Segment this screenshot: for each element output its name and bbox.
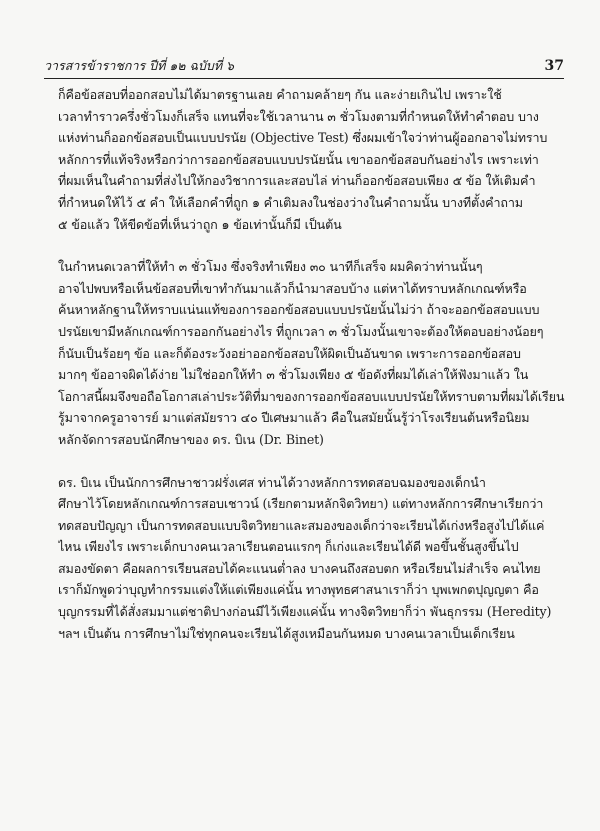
paragraph-gap: [58, 451, 568, 472]
text-line: เราก็มักพูดว่าบุญทำกรรมแต่งให้แต่เพียงแค่นั้น ทางพุทธศาสนาเราก็ว่า บุพเพกตปุญญตา คือ: [58, 582, 539, 598]
paragraph: [58, 256, 568, 450]
text-line: หลักการที่แท้จริงหรือกว่าการออกข้อสอบแบบปรนัยนั้น เขาออกข้อสอบกันอย่างไร เพราะเท่า: [58, 151, 539, 167]
text-line: มากๆ ข้ออาจผิดได้ง่าย ไม่ใช่ออกให้ทำ ๓ ชั่วโมงเพียง ๕ ข้อดังที่ผมได้เล่าให้ฟังมาแล้ว ใน: [58, 367, 529, 383]
text-line: ค้นหาหลักฐานให้ทราบแน่นแท้ของการออกข้อสอบแบบปรนัยนั้นไม่ว่า ถ้าจะออกข้อสอบแบบ: [58, 302, 540, 318]
text-line: ที่ผมเห็นในคำถามที่ส่งไปให้กองวิชาการและสอบไล่ ท่านก็ออกข้อสอบเพียง ๕ ข้อ ให้เติมคำ: [58, 173, 536, 189]
text-line: อาจไปพบหรือเห็นข้อสอบที่เขาทำกันมาแล้วก็นำมาสอบบ้าง แต่หาได้ทราบหลักเกณฑ์หรือ: [58, 280, 527, 296]
text-line: ดร. บิเน เป็นนักการศึกษาชาวฝรั่งเศส ท่านได้วางหลักการทดสอบฉมองของเด็กนำ: [58, 474, 486, 490]
text-line: ก็นับเป็นร้อยๆ ข้อ และก็ต้องระวังอย่าออกข้อสอบให้ผิดเป็นอันขาด เพราะการออกข้อสอบ: [58, 345, 521, 361]
text-line: ฯลฯ เป็นต้น การศึกษาไม่ใช่ทุกคนจะเรียนได้สูงเหมือนกันหมด บางคนเวลาเป็นเด็กเรียน: [58, 625, 515, 641]
text-line: โอกาสนี้ผมจึงขอถือโอกาสเล่าประวัติที่มาของการออกข้อสอบแบบปรนัยให้ทราบตามที่ผมได้เรียน: [58, 388, 565, 404]
running-header: [44, 56, 564, 76]
page-number: 37: [544, 58, 564, 74]
text-line: แห่งท่านก็ออกข้อสอบเป็นแบบปรนัย (Objective Test) ซึ่งผมเข้าใจว่าท่านผู้ออกอาจไม่ทราบ: [58, 130, 548, 146]
paragraph-gap: [58, 235, 568, 256]
text-line: ไหน เพียงไร เพราะเด็กบางคนเวลาเรียนตอนแรกๆ ก็เก่งและเรียนได้ดี พอขึ้นชั้นสูงขึ้นไป: [58, 539, 519, 555]
journal-title: วารสารข้าราชการ ปีที่ ๑๒ ฉบับที่ ๖: [44, 58, 234, 73]
text-line: สมองขัดตา คือผลการเรียนสอบได้คะแนนต่ำลง บางคนถึงสอบตก หรือเรียนไม่สำเร็จ คนไทย: [58, 560, 541, 576]
text-line: ในกำหนดเวลาที่ให้ทำ ๓ ชั่วโมง ซึ่งจริงทำเพียง ๓๐ นาทีก็เสร็จ ผมคิดว่าท่านนั้นๆ: [58, 259, 483, 275]
text-line: รู้มาจากครูอาจารย์ มาแต่สมัยราว ๔๐ ปีเศษมาแล้ว คือในสมัยนั้นรู้ว่าโรงเรียนต้นหรือนิยม: [58, 410, 530, 426]
page-body: [58, 84, 568, 644]
text-line: หลักจัดการสอบนักศึกษาของ ดร. บิเน (Dr. Binet): [58, 431, 324, 447]
text-line: ก็คือข้อสอบที่ออกสอบไม่ได้มาตรฐานเลย คำถามคล้ายๆ กัน และง่ายเกินไป เพราะใช้: [58, 87, 502, 102]
paragraph: [58, 84, 568, 235]
header-rule: [44, 78, 564, 79]
text-line: ทดสอบปัญญา เป็นการทดสอบแบบจิตวิทยาและสมองของเด็กว่าจะเรียนได้เก่งหรือสูงไปได้แค่: [58, 517, 545, 533]
text-line: ศึกษาไว้โดยหลักเกณฑ์การสอบเชาวน์ (เรียกตามหลักจิตวิทยา) แต่ทางหลักการศึกษาเรียกว่า: [58, 496, 544, 512]
text-line: ปรนัยเขามีหลักเกณฑ์การออกกันอย่างไร ที่ถูกเวลา ๓ ชั่วโมงนั้นเขาจะต้องให้ตอบอย่างน้อยๆ: [58, 323, 544, 339]
text-line: บุญกรรมที่ได้สั่งสมมาแต่ชาติปางก่อนมีไว้เพียงแค่นั้น ทางจิตวิทยาก็ว่า พันธุกรรม (Heredity): [58, 604, 552, 620]
text-line: เวลาทำราวครึ่งชั่วโมงก็เสร็จ แทนที่จะใช้เวลานาน ๓ ชั่วโมงตามที่กำหนดให้ทำคำตอบ บาง: [58, 108, 539, 124]
text-line: ๕ ข้อแล้ว ให้ขีดข้อที่เห็นว่าถูก ๑ ข้อเท่านั้นก็มี เป็นต้น: [58, 216, 342, 232]
text-line: ที่กำหนดให้ไว้ ๕ คำ ให้เลือกคำที่ถูก ๑ คำเติมลงในช่องว่างในคำถามนั้น บางทีตั้งคำถาม: [58, 194, 523, 210]
paragraph: [58, 472, 568, 645]
